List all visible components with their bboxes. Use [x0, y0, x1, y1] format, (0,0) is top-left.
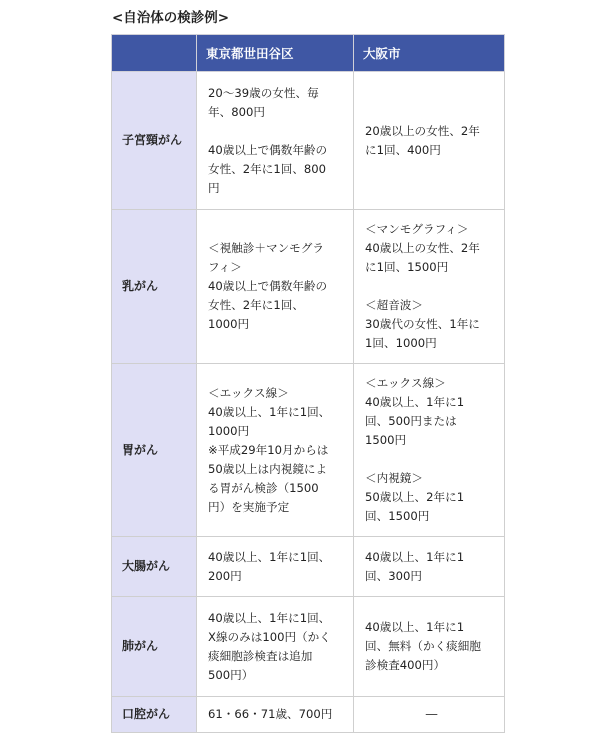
osaka-cell	[354, 697, 505, 733]
row-label: 肺がん	[112, 597, 197, 697]
cell-text: 40歳以上、1年に1 回、300円	[365, 549, 465, 583]
row-label: 子宮頸がん	[112, 72, 197, 210]
row-label: 口腔がん	[112, 697, 197, 733]
header-setagaya: 東京都世田谷区	[197, 35, 354, 72]
table-row	[112, 72, 505, 210]
cell-text: 20歳以上の女性、2年 に1回、400円	[365, 123, 480, 157]
setagaya-cell	[197, 537, 354, 597]
cell-text: ＜マンモグラフィ＞ 40歳以上の女性、2年 に1回、1500円	[365, 222, 480, 274]
setagaya-cell	[197, 210, 354, 364]
setagaya-cell	[197, 597, 354, 697]
cell-text: 40歳以上で偶数年齢の 女性、2年に1回、800 円	[208, 142, 328, 195]
cell-text: ＜内視鏡＞ 50歳以上、2年に1 回、1500円	[365, 471, 465, 523]
header-row	[112, 35, 505, 72]
cell-text: ―	[425, 707, 438, 721]
row-label: 大腸がん	[112, 537, 197, 597]
table-row	[112, 364, 505, 537]
header-corner	[112, 35, 197, 72]
header-osaka: 大阪市	[354, 35, 505, 72]
table-row	[112, 697, 505, 733]
cell-text: 61・66・71歳、700円	[208, 707, 333, 721]
screening-table	[111, 34, 505, 733]
table-row	[112, 210, 505, 364]
page-title: <自治体の検診例>	[112, 10, 230, 26]
cell-text: 40歳以上、1年に1回、 X線のみは100円（かく 痰細胞診検査は追加 500円）	[208, 610, 331, 682]
setagaya-cell	[197, 72, 354, 210]
cell-text: ＜超音波＞ 30歳代の女性、1年に 1回、1000円	[365, 298, 480, 350]
osaka-cell	[354, 364, 505, 537]
cell-text: 40歳以上、1年に1回、 200円	[208, 549, 331, 583]
cell-text: ＜エックス線＞ 40歳以上、1年に1 回、500円または 1500円	[365, 376, 465, 447]
table-row	[112, 597, 505, 697]
setagaya-cell	[197, 697, 354, 733]
osaka-cell	[354, 597, 505, 697]
cell-text: 20～39歳の女性、毎 年、800円	[208, 85, 319, 119]
row-label: 胃がん	[112, 364, 197, 537]
table-row	[112, 537, 505, 597]
osaka-cell	[354, 210, 505, 364]
osaka-cell	[354, 537, 505, 597]
osaka-cell	[354, 72, 505, 210]
row-label: 乳がん	[112, 210, 197, 364]
setagaya-cell	[197, 364, 354, 537]
cell-text: ＜エックス線＞ 40歳以上、1年に1回、 1000円 ※平成29年10月からは 50歳以上は内視鏡によ る胃がん検診（1500 円）を実施予定	[208, 385, 331, 514]
cell-text: ＜視触診＋マンモグラ フィ＞ 40歳以上で偶数年齢の 女性、2年に1回、 1000円	[208, 241, 328, 331]
cell-text: 40歳以上、1年に1 回、無料（かく痰細胞 診検査400円）	[365, 620, 481, 672]
